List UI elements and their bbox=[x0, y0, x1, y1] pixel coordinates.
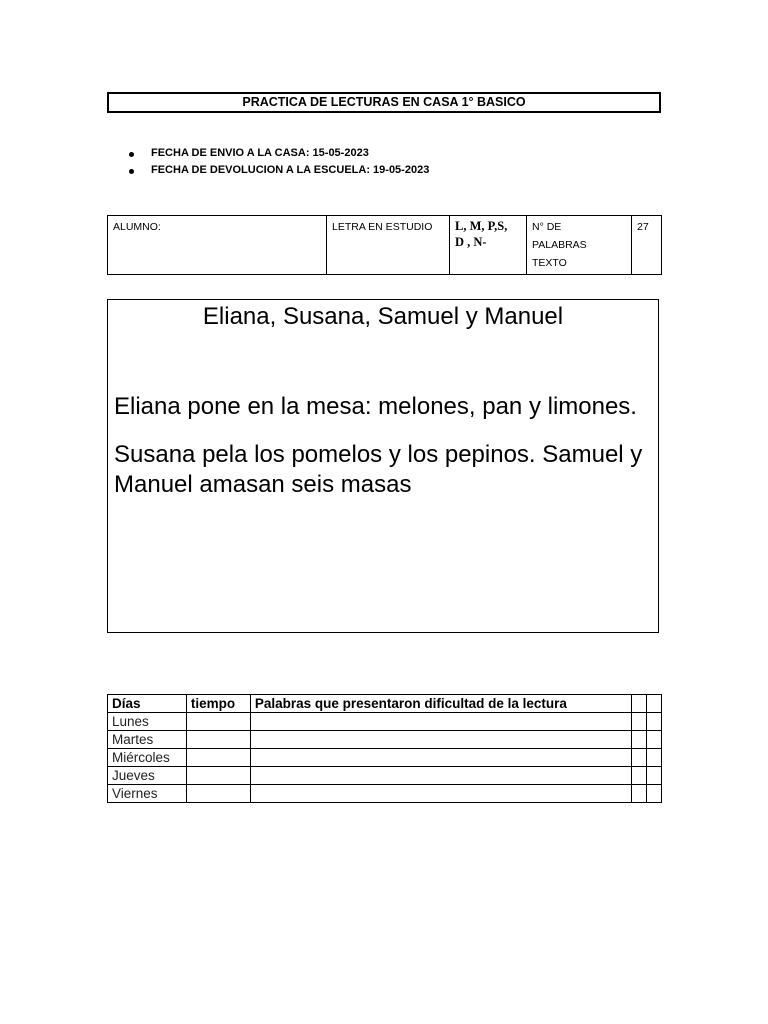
reading-title: Eliana, Susana, Samuel y Manuel bbox=[202, 303, 564, 330]
table-row bbox=[108, 785, 662, 803]
dates-list bbox=[126, 145, 429, 179]
student-info-table bbox=[107, 215, 662, 275]
header-dias: Días bbox=[108, 695, 187, 713]
document-title: PRACTICA DE LECTURAS EN CASA 1° BASICO bbox=[107, 92, 661, 113]
time-cell[interactable] bbox=[186, 767, 250, 785]
extra-cell[interactable] bbox=[647, 731, 662, 749]
words-cell[interactable] bbox=[250, 767, 631, 785]
day-cell: Lunes bbox=[108, 713, 187, 731]
reading-paragraph-1: Eliana pone en la mesa: melones, pan y limones. bbox=[114, 393, 637, 420]
list-item bbox=[126, 162, 429, 179]
words-cell[interactable] bbox=[250, 785, 631, 803]
day-cell: Miércoles bbox=[108, 749, 187, 767]
day-cell: Viernes bbox=[108, 785, 187, 803]
time-cell[interactable] bbox=[186, 713, 250, 731]
extra-cell[interactable] bbox=[647, 785, 662, 803]
reading-box bbox=[107, 299, 659, 633]
time-cell[interactable] bbox=[186, 749, 250, 767]
palabras-value: 27 bbox=[632, 216, 662, 275]
extra-cell[interactable] bbox=[647, 713, 662, 731]
day-cell: Jueves bbox=[108, 767, 187, 785]
letra-label: LETRA EN ESTUDIO bbox=[327, 216, 450, 275]
extra-cell[interactable] bbox=[647, 749, 662, 767]
bullet-icon bbox=[129, 169, 134, 174]
return-date: FECHA DE DEVOLUCION A LA ESCUELA: 19-05-2023 bbox=[151, 164, 430, 176]
extra-cell[interactable] bbox=[632, 749, 647, 767]
day-cell: Martes bbox=[108, 731, 187, 749]
bullet-icon bbox=[129, 152, 134, 157]
letras-value-line2: D , N- bbox=[455, 235, 487, 249]
table-row bbox=[108, 767, 662, 785]
table-header-row bbox=[108, 695, 662, 713]
words-cell[interactable] bbox=[250, 749, 631, 767]
table-row bbox=[108, 749, 662, 767]
header-tiempo: tiempo bbox=[186, 695, 250, 713]
palabras-label-line3: TEXTO bbox=[532, 257, 567, 269]
extra-cell[interactable] bbox=[632, 785, 647, 803]
time-cell[interactable] bbox=[186, 731, 250, 749]
words-cell[interactable] bbox=[250, 731, 631, 749]
words-cell[interactable] bbox=[250, 713, 631, 731]
palabras-label bbox=[527, 216, 632, 275]
palabras-label-line1: N° DE bbox=[532, 221, 562, 233]
extra-cell[interactable] bbox=[647, 767, 662, 785]
letras-value-line1: L, M, P,S, bbox=[455, 219, 508, 233]
extra-cell[interactable] bbox=[632, 713, 647, 731]
time-cell[interactable] bbox=[186, 785, 250, 803]
header-palabras: Palabras que presentaron dificultad de la lectura bbox=[250, 695, 631, 713]
letras-value bbox=[450, 216, 527, 275]
header-extra-2 bbox=[647, 695, 662, 713]
alumno-label: ALUMNO: bbox=[108, 216, 327, 275]
table-row bbox=[108, 713, 662, 731]
table-row bbox=[108, 731, 662, 749]
extra-cell[interactable] bbox=[632, 731, 647, 749]
list-item bbox=[126, 145, 429, 162]
daily-log-table bbox=[107, 694, 662, 803]
header-extra-1 bbox=[632, 695, 647, 713]
send-date: FECHA DE ENVIO A LA CASA: 15-05-2023 bbox=[151, 147, 369, 159]
reading-paragraph-2: Susana pela los pomelos y los pepinos. Samuel y Manuel amasan seis masas bbox=[114, 441, 643, 498]
palabras-label-line2: PALABRAS bbox=[532, 239, 587, 251]
extra-cell[interactable] bbox=[632, 767, 647, 785]
